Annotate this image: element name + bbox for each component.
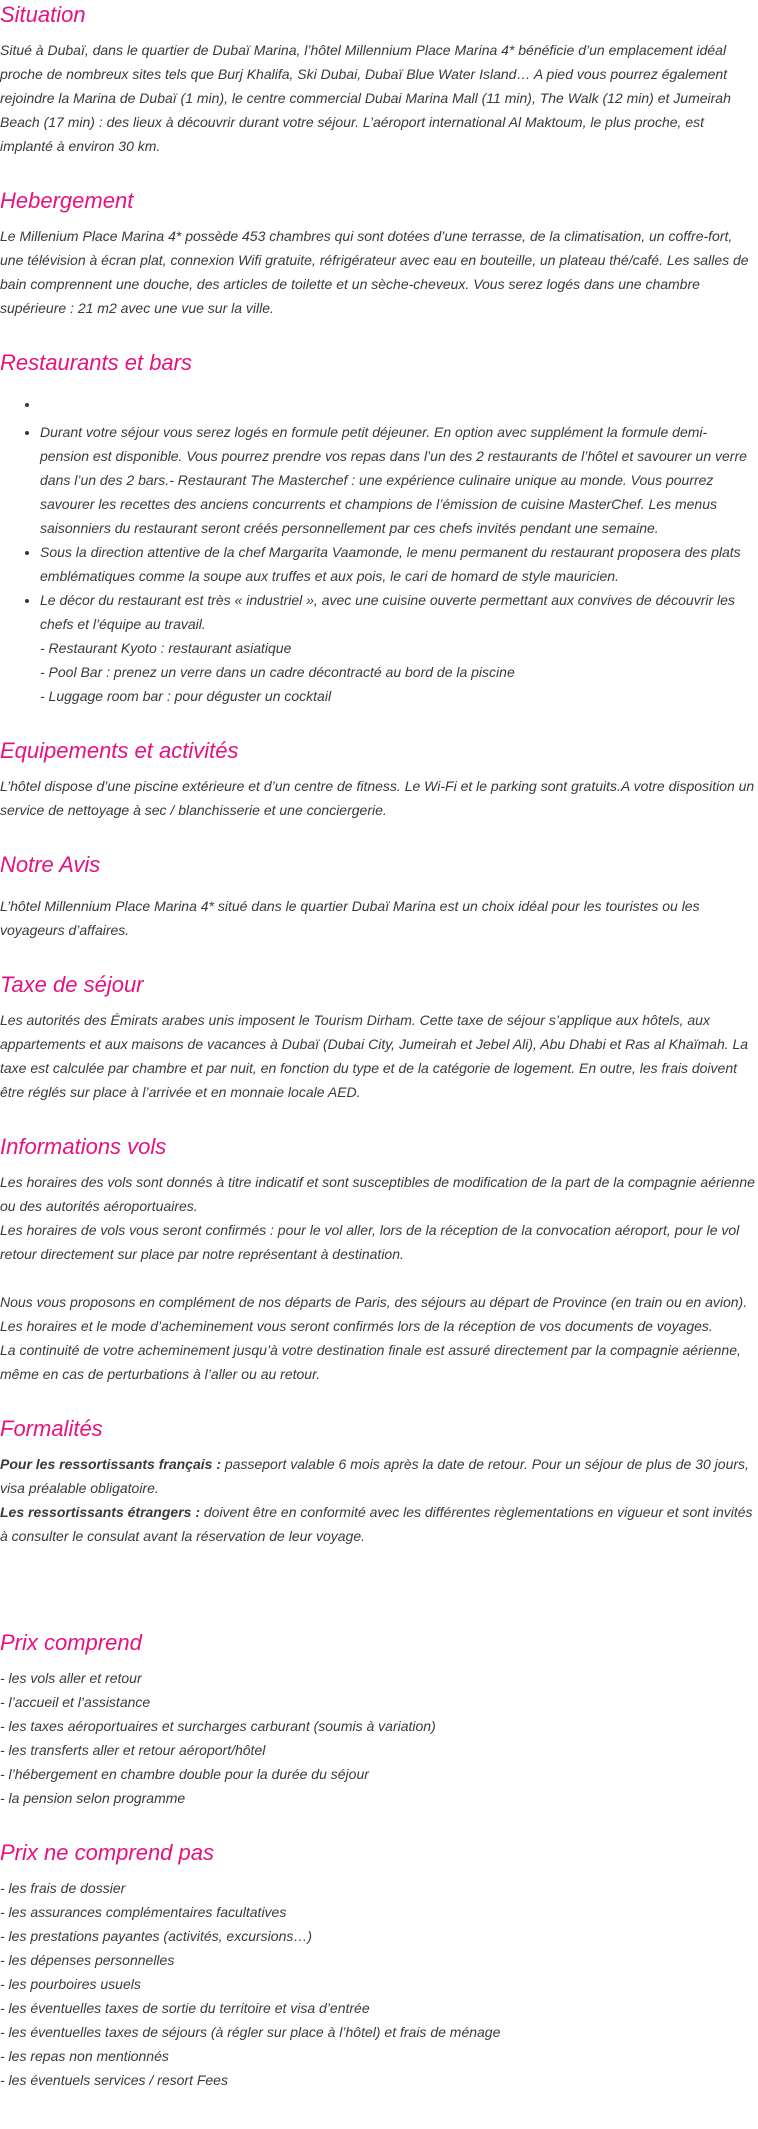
- section-title-hebergement: Hebergement: [0, 188, 134, 213]
- list-item: - les assurances complémentaires facultatives: [0, 1904, 287, 1920]
- vols-text-2: Les horaires de vols vous seront confirmés : pour le vol aller, lors de la réception de la convocation aéroport, pour le vol retour directement sur place par notre représentant à destination.: [0, 1222, 740, 1262]
- formalites-etrangers-label: Les ressortissants étrangers :: [0, 1504, 200, 1520]
- avis-text: L’hôtel Millennium Place Marina 4* situé dans le quartier Dubaï Marina est un choix idéal pour les touristes ou les voyageurs d’affaires.: [0, 898, 700, 938]
- section-hebergement: [0, 186, 756, 320]
- list-item: [40, 588, 756, 708]
- section-title-formalites: Formalités: [0, 1416, 103, 1441]
- list-item: - Pool Bar : prenez un verre dans un cadre décontracté au bord de la piscine: [40, 664, 515, 680]
- list-item: - les taxes aéroportuaires et surcharges carburant (soumis à variation): [0, 1718, 436, 1734]
- list-item: - les éventuelles taxes de séjours (à régler sur place à l’hôtel) et frais de ménage: [0, 2024, 501, 2040]
- list-item: - les frais de dossier: [0, 1880, 126, 1896]
- prix-ne-comprend-list: [0, 1876, 756, 2092]
- vols-text-3: Nous vous proposons en complément de nos départs de Paris, des séjours au départ de Province (en train ou en avion).: [0, 1294, 748, 1310]
- hebergement-text: Le Millenium Place Marina 4* possède 453 chambres qui sont dotées d’une terrasse, de la climatisation, un coffre-fort, une télévision à écran plat, connexion Wifi gratuite, réfrigérateur avec eau en bouteille, un plateau thé/café. Les salles de bain comprennent une douche, des articles de toilette et un sèche-cheveux. Vous serez logés dans une chambre supérieure : 21 m2 avec une vue sur la ville.: [0, 228, 749, 316]
- section-taxe: [0, 970, 756, 1104]
- section-restaurants: [0, 348, 756, 708]
- situation-text: Situé à Dubaï, dans le quartier de Dubaï Marina, l’hôtel Millennium Place Marina 4* bénéficie d’un emplacement idéal proche de nombreux sites tels que Burj Khalifa, Ski Dubai, Dubaï Blue Water Island… A pied vous pourrez également rejoindre la Marina de Dubaï (1 min), le centre commercial Dubai Marina Mall (11 min), The Walk (12 min) et Jumeirah Beach (17 min) : des lieux à découvrir durant votre séjour. L’aéroport international Al Maktoum, le plus proche, est implanté à environ 30 km.: [0, 42, 731, 154]
- section-title-prix-ne-comprend: Prix ne comprend pas: [0, 1840, 214, 1865]
- list-item: • Sous la direction attentive de la chef Margarita Vaamonde, le menu permanent du restaurant proposera des plats emblématiques comme la soupe aux truffes et aux pois, le cari de homard de style mauricien.: [40, 540, 756, 588]
- list-item: - les dépenses personnelles: [0, 1952, 175, 1968]
- list-item: - l’hébergement en chambre double pour la durée du séjour: [0, 1766, 369, 1782]
- vols-text-1: Les horaires des vols sont donnés à titre indicatif et sont susceptibles de modification de la part de la compagnie aérienne ou des autorités aéroportuaires.: [0, 1174, 755, 1214]
- list-item: • Durant votre séjour vous serez logés en formule petit déjeuner. En option avec supplément la formule demi-pension est disponible. Vous pourrez prendre vos repas dans l’un des 2 restaurants de l’hôtel et savourer un verre dans l’un des 2 bars.- Restaurant The Masterchef : une expérience culinaire unique au monde. Vous pourrez savourer les recettes des anciens concurrents et champions de l’émission de cuisine MasterChef. Les menus saisonniers du restaurant seront créés personnellement par ces chefs invités pendant une semaine.: [40, 420, 756, 540]
- section-formalites: [0, 1414, 756, 1548]
- formalites-francais: [0, 1452, 756, 1500]
- list-item: - Luggage room bar : pour déguster un cocktail: [40, 688, 332, 704]
- prix-comprend-list: [0, 1666, 756, 1810]
- section-prix-comprend: [0, 1628, 756, 1810]
- section-title-vols: Informations vols: [0, 1134, 167, 1159]
- section-title-restaurants: Restaurants et bars: [0, 350, 192, 375]
- formalites-etrangers-text: doivent être en conformité avec les différentes règlementations en vigueur et sont invités à consulter le consulat avant la réservation de leur voyage.: [0, 1504, 753, 1544]
- list-item: - les prestations payantes (activités, excursions…): [0, 1928, 313, 1944]
- formalites-etrangers: [0, 1500, 756, 1548]
- list-item: - les transferts aller et retour aéroport/hôtel: [0, 1742, 266, 1758]
- list-item: - les repas non mentionnés: [0, 2048, 169, 2064]
- formalites-francais-label: Pour les ressortissants français :: [0, 1456, 221, 1472]
- taxe-text: Les autorités des Émirats arabes unis imposent le Tourism Dirham. Cette taxe de séjour s’applique aux hôtels, aux appartements et aux maisons de vacances à Dubaï (Dubai City, Jumeirah et Jebel Ali), Abu Dhabi et Ras al Khaïmah. La taxe est calculée par chambre et par nuit, en fonction du type et de la catégorie de logement. En outre, les frais doivent être réglés sur place à l’arrivée et en monnaie locale AED.: [0, 1012, 749, 1100]
- restaurants-sub-list: [40, 636, 756, 708]
- equipements-text: L’hôtel dispose d’une piscine extérieure et d’un centre de fitness. Le Wi-Fi et le parking sont gratuits.A votre disposition un service de nettoyage à sec / blanchisserie et une conciergerie.: [0, 778, 755, 818]
- section-prix-ne-comprend: [0, 1838, 756, 2092]
- formalites-francais-text: passeport valable 6 mois après la date de retour. Pour un séjour de plus de 30 jours, visa préalable obligatoire.: [0, 1456, 749, 1496]
- section-avis: [0, 850, 756, 942]
- list-item: - les éventuels services / resort Fees: [0, 2072, 228, 2088]
- section-equipements: [0, 736, 756, 822]
- restaurants-decor-text: Le décor du restaurant est très « industriel », avec une cuisine ouverte permettant aux convives de découvrir les chefs et l’équipe au travail.: [40, 592, 735, 632]
- section-title-situation: Situation: [0, 2, 86, 27]
- section-situation: [0, 0, 756, 158]
- section-title-equipements: Equipements et activités: [0, 738, 239, 763]
- list-item: - les vols aller et retour: [0, 1670, 142, 1686]
- section-vols: [0, 1132, 756, 1386]
- restaurants-list: [0, 392, 756, 708]
- vols-text-5: La continuité de votre acheminement jusqu’à votre destination finale est assuré directement par la compagnie aérienne, même en cas de perturbations à l’aller ou au retour.: [0, 1342, 741, 1382]
- list-item: - les éventuelles taxes de sortie du territoire et visa d’entrée: [0, 2000, 370, 2016]
- vols-text-4: Les horaires et le mode d’acheminement vous seront confirmés lors de la réception de vos documents de voyages.: [0, 1318, 713, 1334]
- section-title-avis: Notre Avis: [0, 852, 101, 877]
- list-item: - Restaurant Kyoto : restaurant asiatique: [40, 640, 292, 656]
- list-item: - l’accueil et l’assistance: [0, 1694, 151, 1710]
- section-title-prix-comprend: Prix comprend: [0, 1630, 142, 1655]
- list-item: - la pension selon programme: [0, 1790, 186, 1806]
- section-title-taxe: Taxe de séjour: [0, 972, 144, 997]
- list-item: [40, 392, 756, 416]
- list-item: - les pourboires usuels: [0, 1976, 141, 1992]
